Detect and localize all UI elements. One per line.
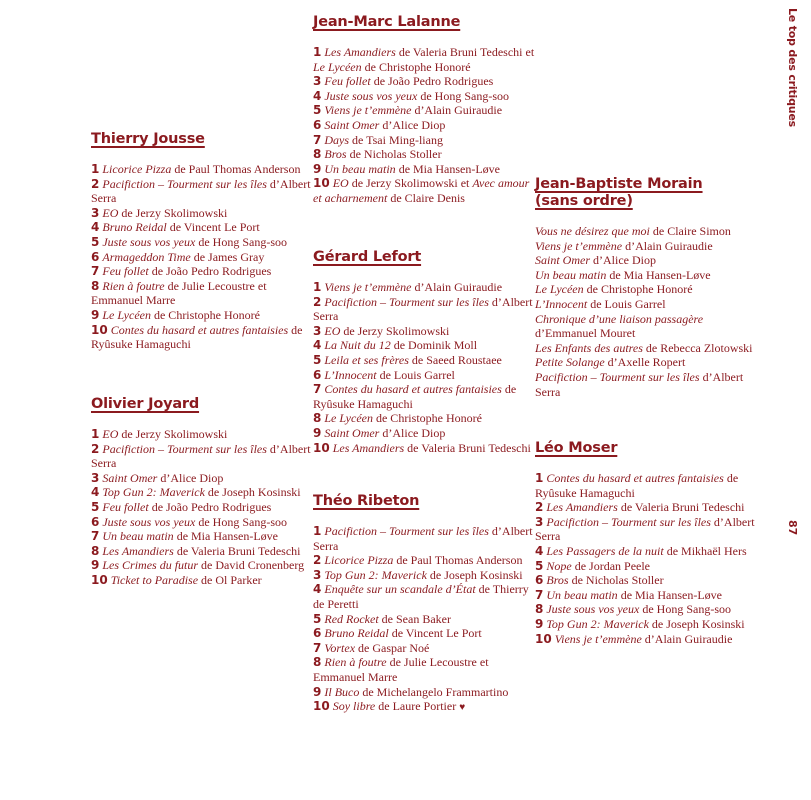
film-director: de Hong Sang-soo xyxy=(639,602,732,617)
film-director: de Michelangelo Frammartino xyxy=(359,684,509,699)
critic-name: Olivier Joyard xyxy=(91,396,200,412)
film-title: Juste sous vos yeux xyxy=(102,514,196,529)
rank-number: 6 xyxy=(313,626,322,641)
rank-number: 5 xyxy=(91,234,100,249)
film-director: de Valeria Bruni Tedeschi xyxy=(173,543,301,558)
list-item xyxy=(91,471,316,486)
list-item xyxy=(91,529,316,544)
rank-number: 3 xyxy=(313,74,322,89)
rank-number: 1 xyxy=(91,427,100,441)
film-title: Viens je t’emmène xyxy=(554,631,642,646)
critic-theo-ribeton xyxy=(313,493,538,716)
film-title: Un beau matin xyxy=(324,161,396,176)
list-item xyxy=(313,626,538,641)
film-title: Pacifiction – Tourment sur les îles xyxy=(324,524,489,538)
list-item xyxy=(313,582,538,611)
rank-number: 7 xyxy=(313,640,322,655)
rank-number: 9 xyxy=(535,616,544,631)
rank-number: 2 xyxy=(91,176,100,191)
film-title: Saint Omer xyxy=(324,117,380,132)
rank-number: 3 xyxy=(535,514,544,529)
critic-jean-marc-lalanne xyxy=(313,14,538,206)
film-director: d’Albert Serra xyxy=(91,441,311,471)
list-item xyxy=(91,544,316,559)
film-director: de Christophe Honoré xyxy=(372,411,482,426)
film-title: EO xyxy=(102,427,119,441)
film-title: Bros xyxy=(546,573,569,588)
ranking-list xyxy=(91,427,316,588)
film-title: Les Amandiers xyxy=(102,543,174,558)
film-title: Les Amandiers xyxy=(324,45,396,59)
film-title: Petite Solange xyxy=(535,355,605,370)
rank-number: 1 xyxy=(313,524,322,538)
rank-number: 4 xyxy=(535,543,544,558)
film-title: Red Rocket xyxy=(324,611,379,626)
film-title: Saint Omer xyxy=(535,253,590,268)
rank-number: 4 xyxy=(91,485,100,500)
film-title: Bruno Reidal xyxy=(324,626,389,641)
film-title: Viens je t’emmène xyxy=(324,280,412,294)
list-item xyxy=(91,235,316,250)
film-director: de Gaspar Noé xyxy=(355,640,430,655)
list-item xyxy=(91,442,316,471)
film-director: de Paul Thomas Anderson xyxy=(393,553,523,568)
film-director: de Claire Denis xyxy=(387,190,465,205)
film-director: d’Alice Diop xyxy=(379,117,446,132)
section-title: Le top des critiques xyxy=(786,8,799,127)
rank-number: 9 xyxy=(313,684,322,699)
list-item xyxy=(313,411,538,426)
list-item xyxy=(91,177,316,206)
critic-leo-moser xyxy=(535,440,760,646)
list-item xyxy=(91,250,316,265)
rank-number: 8 xyxy=(91,278,100,293)
rank-number: 6 xyxy=(313,117,322,132)
film-director: de Vincent Le Port xyxy=(166,220,260,235)
film-director: d’Alice Diop xyxy=(157,470,224,485)
list-item xyxy=(313,324,538,339)
film-title: Viens je t’emmène xyxy=(535,238,623,253)
film-director: de Ol Parker xyxy=(198,572,262,587)
rank-number: 6 xyxy=(91,514,100,529)
critic-name: Gérard Lefort xyxy=(313,249,422,265)
film-director: de Mia Hansen-Løve xyxy=(606,267,711,282)
list-item xyxy=(313,45,538,74)
rank-number: 2 xyxy=(535,500,544,515)
film-title: Top Gun 2: Maverick xyxy=(102,485,205,500)
film-director: de Thierry de Peretti xyxy=(313,582,529,611)
list-item xyxy=(313,426,538,441)
film-title: Pacifiction – Tourment sur les îles xyxy=(102,176,267,191)
list-item xyxy=(313,133,538,148)
film-title: Un beau matin xyxy=(535,267,607,282)
film-title: Juste sous vos yeux xyxy=(546,602,640,617)
film-director: de João Pedro Rodrigues xyxy=(148,499,272,514)
film-title: Enquête sur un scandale d’État xyxy=(324,582,476,597)
film-title: EO xyxy=(102,205,119,220)
film-title: Top Gun 2: Maverick xyxy=(546,616,649,631)
list-item xyxy=(313,338,538,353)
list-item xyxy=(535,253,760,268)
rank-number: 2 xyxy=(313,294,322,309)
film-title: Licorice Pizza xyxy=(102,162,172,176)
film-title: EO xyxy=(324,323,341,338)
list-item xyxy=(91,573,316,588)
list-item xyxy=(313,103,538,118)
list-item xyxy=(91,323,316,352)
rank-number: 9 xyxy=(313,161,322,176)
critic-gerard-lefort xyxy=(313,249,538,455)
film-director: de Valeria Bruni Tedeschi et xyxy=(395,45,535,59)
rank-number: 3 xyxy=(313,323,322,338)
list-item xyxy=(313,641,538,656)
rank-number: 7 xyxy=(91,529,100,544)
film-title: Les Crimes du futur xyxy=(102,558,199,573)
ranking-list xyxy=(91,162,316,352)
film-title: Juste sous vos yeux xyxy=(102,234,196,249)
list-item xyxy=(91,500,316,515)
film-title: Feu follet xyxy=(102,264,149,279)
film-director: de Nicholas Stoller xyxy=(346,147,442,162)
film-director: d’Albert Serra xyxy=(313,294,533,324)
rank-number: 8 xyxy=(313,147,322,162)
rank-number: 9 xyxy=(91,558,100,573)
rank-number: 2 xyxy=(91,441,100,456)
list-item xyxy=(91,206,316,221)
rank-number: 9 xyxy=(313,425,322,440)
critic-name: Léo Moser xyxy=(535,440,618,456)
film-director: de João Pedro Rodrigues xyxy=(370,74,494,89)
film-title: Top Gun 2: Maverick xyxy=(324,567,427,582)
rank-number: 5 xyxy=(313,352,322,367)
list-item xyxy=(313,74,538,89)
film-title: Leila et ses frères xyxy=(324,352,409,367)
film-director: de Joseph Kosinski xyxy=(204,485,301,500)
film-title: Saint Omer xyxy=(102,470,158,485)
rank-number: 7 xyxy=(313,132,322,147)
film-title: Bruno Reidal xyxy=(102,220,167,235)
film-title: Un beau matin xyxy=(102,529,174,544)
film-director: d’Alice Diop xyxy=(590,253,656,268)
film-director: d’Emmanuel Mouret xyxy=(535,326,636,341)
rank-number: 7 xyxy=(535,587,544,602)
page-number: 87 xyxy=(786,520,799,536)
list-item xyxy=(535,617,760,632)
list-item xyxy=(535,355,760,370)
film-title: Chronique d’une liaison passagère xyxy=(535,311,704,326)
film-director: de Sean Baker xyxy=(378,611,451,626)
list-item xyxy=(313,162,538,177)
film-director: de Julie Lecoustre et Emmanuel Marre xyxy=(91,278,267,308)
critic-thierry-jousse xyxy=(91,131,316,352)
rank-number: 7 xyxy=(91,264,100,279)
film-title: Ticket to Paradise xyxy=(110,572,199,587)
film-director: de James Gray xyxy=(190,249,265,264)
film-director: de Christophe Honoré xyxy=(583,282,693,297)
film-title: Juste sous vos yeux xyxy=(324,88,418,103)
film-title: Nope xyxy=(546,558,572,573)
film-director: de David Cronenberg xyxy=(198,558,305,573)
rank-number: 8 xyxy=(313,411,322,426)
film-director: de Rebecca Zlotowski xyxy=(642,340,753,355)
film-director: d’Alain Guiraudie xyxy=(411,280,503,294)
film-director: d’Axelle Ropert xyxy=(604,355,686,370)
film-director: d’Alain Guiraudie xyxy=(641,631,733,646)
film-director: d’Albert Serra xyxy=(313,524,533,553)
film-title: Un beau matin xyxy=(546,587,618,602)
list-item xyxy=(91,162,316,177)
rank-number: 5 xyxy=(313,611,322,626)
rank-number: 10 xyxy=(91,322,108,337)
film-title: Feu follet xyxy=(102,499,149,514)
list-item xyxy=(313,147,538,162)
critic-olivier-joyard xyxy=(91,396,316,588)
list-item xyxy=(535,515,760,544)
film-director: de Mikhaël Hers xyxy=(663,543,747,558)
film-director: de Saeed Roustaee xyxy=(408,352,502,367)
film-title: Les Passagers de la nuit xyxy=(546,543,664,558)
film-director: de Mia Hansen-Løve xyxy=(395,161,500,176)
film-title: Rien à foutre xyxy=(102,278,165,293)
ranking-list xyxy=(535,224,760,399)
rank-number: 10 xyxy=(313,440,330,455)
rank-number: 5 xyxy=(91,499,100,514)
list-item xyxy=(313,295,538,324)
list-item xyxy=(535,341,760,356)
list-item xyxy=(313,368,538,383)
film-director: de Jordan Peele xyxy=(571,558,651,573)
list-item xyxy=(535,268,760,283)
film-director: de Dominik Moll xyxy=(390,338,478,353)
film-director: d’Albert Serra xyxy=(535,514,755,544)
film-director: de Nicholas Stoller xyxy=(568,573,664,588)
list-item xyxy=(313,699,538,716)
film-director: de Paul Thomas Anderson xyxy=(171,162,301,176)
list-item xyxy=(313,89,538,104)
list-item xyxy=(91,485,316,500)
list-item xyxy=(313,524,538,553)
list-item xyxy=(535,297,760,312)
rank-number: 8 xyxy=(313,655,322,670)
critic-jean-baptiste-morain xyxy=(535,176,760,399)
film-director: de Laure Portier xyxy=(375,699,457,714)
film-director: de Jerzy Skolimowski xyxy=(118,205,228,220)
film-director: d’Albert Serra xyxy=(535,369,744,399)
film-director: de Valeria Bruni Tedeschi xyxy=(404,440,531,455)
rank-number: 3 xyxy=(91,470,100,485)
film-title: Rien à foutre xyxy=(324,655,387,670)
list-item xyxy=(313,118,538,133)
film-director: d’Alice Diop xyxy=(379,425,446,440)
list-item xyxy=(91,308,316,323)
film-director: de Ryûsuke Hamaguchi xyxy=(313,382,517,411)
list-item xyxy=(535,632,760,647)
rank-number: 4 xyxy=(313,338,322,353)
film-director: de Hong Sang-soo xyxy=(417,88,510,103)
list-item xyxy=(535,224,760,239)
rank-number: 4 xyxy=(313,582,322,597)
list-item xyxy=(535,471,760,500)
list-item xyxy=(313,685,538,700)
film-director: de Jerzy Skolimowski xyxy=(118,427,228,441)
film-title: L’Innocent xyxy=(535,296,588,311)
rank-number: 1 xyxy=(535,471,544,485)
film-title: Vous ne désirez que moi xyxy=(535,224,650,238)
rank-number: 8 xyxy=(91,543,100,558)
list-item xyxy=(91,279,316,308)
film-title: Feu follet xyxy=(324,74,371,89)
critic-name-text: Jean-Baptiste Morain xyxy=(535,176,703,192)
list-item xyxy=(313,568,538,583)
list-item xyxy=(535,573,760,588)
film-title: Les Enfants des autres xyxy=(535,340,643,355)
rank-number: 10 xyxy=(313,176,330,191)
film-director: de Julie Lecoustre et Emmanuel Marre xyxy=(313,655,489,684)
film-title: Bros xyxy=(324,147,347,162)
film-title: Armageddon Time xyxy=(102,249,191,264)
rank-number: 4 xyxy=(313,88,322,103)
film-title: Pacifiction – Tourment sur les îles xyxy=(102,441,267,456)
film-director: de Christophe Honoré xyxy=(361,59,471,74)
film-title: Avec amour et acharnement xyxy=(313,176,530,205)
rank-number: 8 xyxy=(535,602,544,617)
film-title: Viens je t’emmène xyxy=(324,103,412,118)
rank-number: 7 xyxy=(313,382,322,397)
film-director: de Ryûsuke Hamaguchi xyxy=(91,322,303,352)
film-title: Pacifiction – Tourment sur les îles xyxy=(546,514,711,529)
critic-name xyxy=(535,176,760,210)
list-item xyxy=(91,264,316,279)
film-director: d’Alain Guiraudie xyxy=(622,238,713,253)
film-title: Il Buco xyxy=(324,684,360,699)
ranking-list xyxy=(313,280,538,455)
list-item xyxy=(313,382,538,411)
film-title: Contes du hasard et autres fantaisies xyxy=(110,322,289,337)
rank-number: 9 xyxy=(91,307,100,322)
film-director: de Claire Simon xyxy=(649,224,731,238)
film-title: Licorice Pizza xyxy=(324,553,394,568)
film-director: de Hong Sang-soo xyxy=(195,234,288,249)
film-director: de Louis Garrel xyxy=(587,296,666,311)
film-title: Pacifiction – Tourment sur les îles xyxy=(324,294,489,309)
ranking-list xyxy=(313,45,538,206)
film-director: de Ryûsuke Hamaguchi xyxy=(535,471,739,500)
film-director: de Mia Hansen-Løve xyxy=(617,587,722,602)
list-item xyxy=(535,370,760,399)
film-title: EO xyxy=(332,176,349,191)
rank-number: 2 xyxy=(313,553,322,568)
heart-icon: ♥ xyxy=(459,702,466,714)
film-title: Contes du hasard et autres fantaisies xyxy=(546,471,724,485)
film-title: Le Lycéen xyxy=(535,282,584,297)
film-director: de Mia Hansen-Løve xyxy=(173,529,278,544)
film-title: Les Amandiers xyxy=(546,500,618,515)
film-title: Le Lycéen xyxy=(102,307,151,322)
film-director: de Joseph Kosinski xyxy=(648,616,745,631)
list-item xyxy=(535,239,760,254)
rank-number: 1 xyxy=(313,280,322,294)
film-director: de Christophe Honoré xyxy=(150,307,260,322)
rank-number: 1 xyxy=(313,45,322,59)
film-title: Contes du hasard et autres fantaisies xyxy=(324,382,502,397)
film-director: de Hong Sang-soo xyxy=(195,514,288,529)
film-director: de João Pedro Rodrigues xyxy=(148,264,272,279)
list-item xyxy=(313,553,538,568)
film-director: d’Albert Serra xyxy=(91,176,311,206)
list-item xyxy=(535,312,760,341)
film-title: La Nuit du 12 xyxy=(324,338,391,353)
list-item xyxy=(313,441,538,456)
list-item xyxy=(313,176,538,205)
rank-number: 3 xyxy=(91,205,100,220)
film-title: Le Lycéen xyxy=(313,59,362,74)
ranking-list xyxy=(535,471,760,646)
rank-number: 3 xyxy=(313,567,322,582)
film-director: de Joseph Kosinski xyxy=(426,567,523,582)
rank-number: 6 xyxy=(313,367,322,382)
list-item xyxy=(91,515,316,530)
rank-number: 6 xyxy=(535,573,544,588)
film-director: de Louis Garrel xyxy=(376,367,455,382)
rank-number: 6 xyxy=(91,249,100,264)
list-item xyxy=(535,500,760,515)
film-title: Vortex xyxy=(324,640,356,655)
ranking-list xyxy=(313,524,538,716)
list-item xyxy=(313,353,538,368)
film-director: d’Alain Guiraudie xyxy=(411,103,503,118)
list-item xyxy=(535,602,760,617)
list-item xyxy=(313,280,538,295)
critic-name: Thierry Jousse xyxy=(91,131,205,147)
film-title: Days xyxy=(324,132,350,147)
list-item xyxy=(313,612,538,627)
film-director: de Jerzy Skolimowski xyxy=(340,323,450,338)
rank-number: 5 xyxy=(535,558,544,573)
list-item xyxy=(535,588,760,603)
rank-number: 5 xyxy=(313,103,322,118)
film-title: Pacifiction – Tourment sur les îles xyxy=(535,369,700,384)
rank-number: 10 xyxy=(535,631,552,646)
critic-name: Théo Ribeton xyxy=(313,493,420,509)
list-item xyxy=(535,559,760,574)
film-title: L’Innocent xyxy=(324,367,377,382)
film-title: Soy libre xyxy=(332,699,376,714)
film-title: Le Lycéen xyxy=(324,411,373,426)
film-director: de Tsai Ming-liang xyxy=(349,132,443,147)
list-item xyxy=(535,544,760,559)
critic-subtitle: (sans ordre) xyxy=(535,193,633,209)
list-item xyxy=(313,655,538,684)
list-item xyxy=(535,282,760,297)
rank-number: 10 xyxy=(91,572,108,587)
list-item xyxy=(91,220,316,235)
list-item xyxy=(91,427,316,442)
rank-number: 10 xyxy=(313,699,330,714)
film-director: de Valeria Bruni Tedeschi xyxy=(617,500,745,515)
rank-number: 4 xyxy=(91,220,100,235)
film-title: Saint Omer xyxy=(324,425,380,440)
critic-name: Jean-Marc Lalanne xyxy=(313,14,461,30)
list-item xyxy=(91,558,316,573)
film-title: Les Amandiers xyxy=(332,440,405,455)
film-director: de Jerzy Skolimowski et xyxy=(348,176,473,191)
film-director: de Vincent Le Port xyxy=(388,626,482,641)
rank-number: 1 xyxy=(91,162,100,176)
